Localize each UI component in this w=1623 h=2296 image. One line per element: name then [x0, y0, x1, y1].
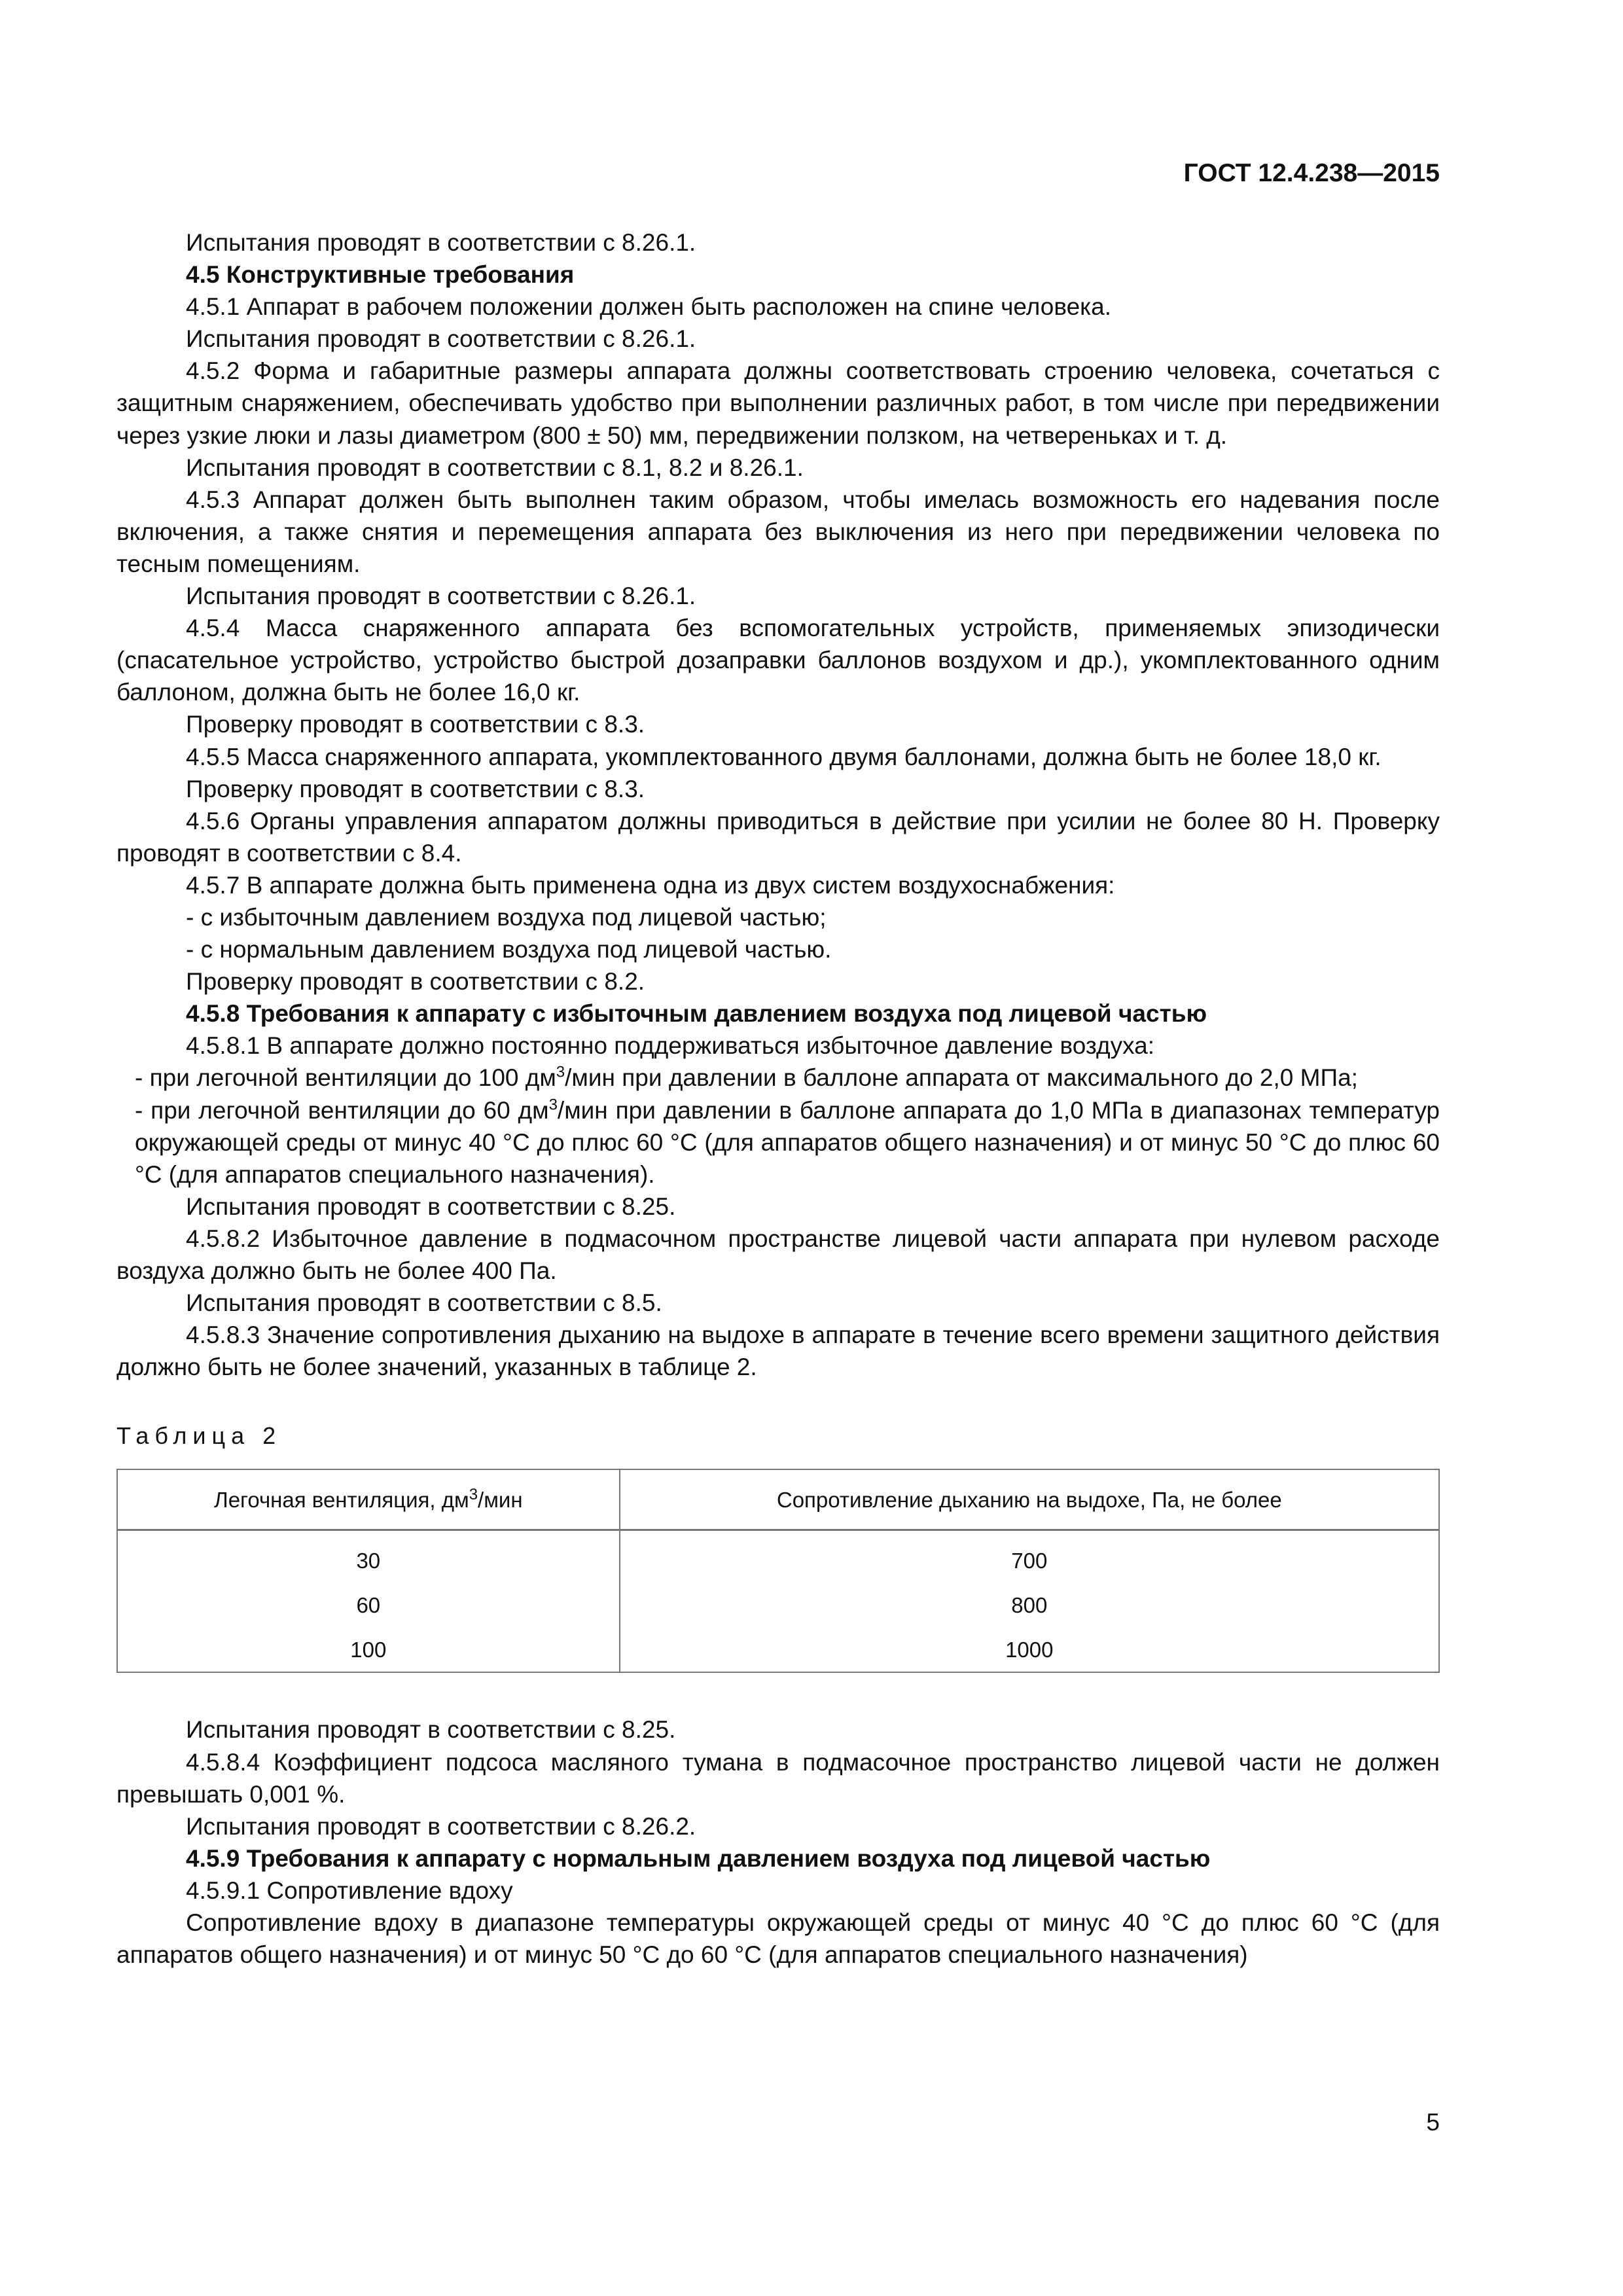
section-heading-4-5: 4.5 Конструктивные требования [186, 261, 575, 289]
paragraph: Испытания проводят в соответствии с 8.5. [186, 1289, 662, 1317]
list-item-ventilation-60 [116, 1094, 1440, 1191]
paragraph: Проверку проводят в соответствии с 8.2. [186, 968, 645, 996]
text-part: - при легочной вентиляции до 60 дм [135, 1096, 549, 1124]
table-cell: 1000 [620, 1627, 1439, 1672]
text-part: /мин при давлении в баллоне аппарата до 1,0 МПа в диапазонах температур окружающей среды от минус 40 °С до плюс 60 °С (для аппаратов общего назначения) и от минус 50 °С до плюс 60 °С (для аппаратов специального назначения). [135, 1096, 1440, 1188]
table-header-row [117, 1469, 1439, 1530]
text-part: - при легочной вентиляции до 100 дм [135, 1064, 556, 1092]
paragraph: Испытания проводят в соответствии с 8.26.1. [186, 229, 696, 256]
column-header-resistance: Сопротивление дыханию на выдохе, Па, не более [620, 1469, 1439, 1530]
paragraph: 4.5.8.1 В аппарате должно постоянно поддерживаться избыточное давление воздуха: [186, 1032, 1155, 1060]
superscript: 3 [556, 1064, 565, 1082]
paragraph: 4.5.6 Органы управления аппаратом должны приводиться в действие при усилии не более 80 Н. Проверку проводят в соответствии с 8.4. [116, 807, 1440, 867]
table-cell: 700 [620, 1530, 1439, 1583]
paragraph: Испытания проводят в соответствии с 8.26.1. [186, 583, 696, 610]
table-cell: 100 [117, 1627, 620, 1672]
superscript: 3 [469, 1485, 478, 1503]
table-row [117, 1627, 1439, 1672]
superscript: 3 [548, 1096, 558, 1114]
data-table [116, 1469, 1440, 1673]
paragraph: 4.5.8.3 Значение сопротивления дыханию на выдохе в аппарате в течение всего времени защитного действия должно быть не более значений, указанных в таблице 2. [116, 1321, 1440, 1381]
paragraph: Испытания проводят в соответствии с 8.26.1. [186, 325, 696, 353]
paragraph: 4.5.8.4 Коэффициент подсоса масляного тумана в подмасочное пространство лицевой части не должен превышать 0,001 %. [116, 1748, 1440, 1808]
paragraph: 4.5.8.2 Избыточное давление в подмасочном пространстве лицевой части аппарата при нулевом расходе воздуха должно быть не более 400 Па. [116, 1225, 1440, 1284]
header-text: /мин [478, 1487, 523, 1512]
table-cell: 30 [117, 1530, 620, 1583]
document-code-header: ГОСТ 12.4.238—2015 [1183, 159, 1440, 187]
list-item: - с избыточным давлением воздуха под лицевой частью; [186, 903, 827, 931]
paragraph: Испытания проводят в соответствии с 8.25. [186, 1716, 676, 1744]
list-item-ventilation-100 [116, 1062, 1440, 1094]
table-cell: 800 [620, 1583, 1439, 1627]
paragraph: 4.5.3 Аппарат должен быть выполнен таким образом, чтобы имелась возможность его надевания после включения, а также снятия и перемещения аппарата без выключения из него при передвижении человека по тесным помещениям. [116, 486, 1440, 577]
paragraph: 4.5.2 Форма и габаритные размеры аппарата должны соответствовать строению человека, сочетаться с защитным снаряжением, обеспечивать удобство при выполнении различных работ, в том числе при передвижении через узкие люки и лазы диаметром (800 ± 50) мм, передвижении ползком, на четвереньках и т. д. [116, 357, 1440, 449]
table-caption: Таблица 2 [116, 1422, 282, 1450]
paragraph: Проверку проводят в соответствии с 8.3. [186, 711, 645, 738]
page-number: 5 [1426, 2109, 1440, 2136]
list-item: - с нормальным давлением воздуха под лицевой частью. [186, 936, 832, 963]
paragraph: Испытания проводят в соответствии с 8.25. [186, 1193, 676, 1220]
paragraph: 4.5.4 Масса снаряженного аппарата без вспомогательных устройств, применяемых эпизодически (спасательное устройство, устройство быстрой дозаправки баллонов воздухом и др.), укомплектованного одним баллоном, должна быть не более 16,0 кг. [116, 615, 1440, 706]
paragraph: Сопротивление вдоху в диапазоне температуры окружающей среды от минус 40 °С до плюс 60 °С (для аппаратов общего назначения) и от минус 50 °С до 60 °С (для аппаратов специального назначения) [116, 1909, 1440, 1969]
text-part: /мин при давлении в баллоне аппарата от максимального до 2,0 МПа; [565, 1064, 1358, 1092]
table-2 [116, 1469, 1440, 1673]
header-text: Легочная вентиляция, дм [214, 1487, 469, 1512]
document-body [116, 226, 1440, 1971]
paragraph: 4.5.1 Аппарат в рабочем положении должен быть расположен на спине человека. [186, 293, 1112, 321]
table-row [117, 1530, 1439, 1583]
paragraph: Испытания проводят в соответствии с 8.1, 8.2 и 8.26.1. [186, 454, 804, 481]
paragraph: 4.5.9.1 Сопротивление вдоху [186, 1876, 513, 1904]
section-heading-4-5-8: 4.5.8 Требования к аппарату с избыточным давлением воздуха под лицевой частью [186, 1000, 1207, 1028]
column-header-ventilation [117, 1469, 620, 1530]
table-cell: 60 [117, 1583, 620, 1627]
table-row [117, 1583, 1439, 1627]
paragraph: 4.5.5 Масса снаряженного аппарата, укомплектованного двумя баллонами, должна быть не более 18,0 кг. [186, 743, 1382, 770]
paragraph: Проверку проводят в соответствии с 8.3. [186, 775, 645, 802]
section-heading-4-5-9: 4.5.9 Требования к аппарату с нормальным давлением воздуха под лицевой частью [186, 1844, 1211, 1872]
paragraph: 4.5.7 В аппарате должна быть применена одна из двух систем воздухоснабжения: [186, 871, 1115, 899]
paragraph: Испытания проводят в соответствии с 8.26.2. [186, 1812, 696, 1840]
